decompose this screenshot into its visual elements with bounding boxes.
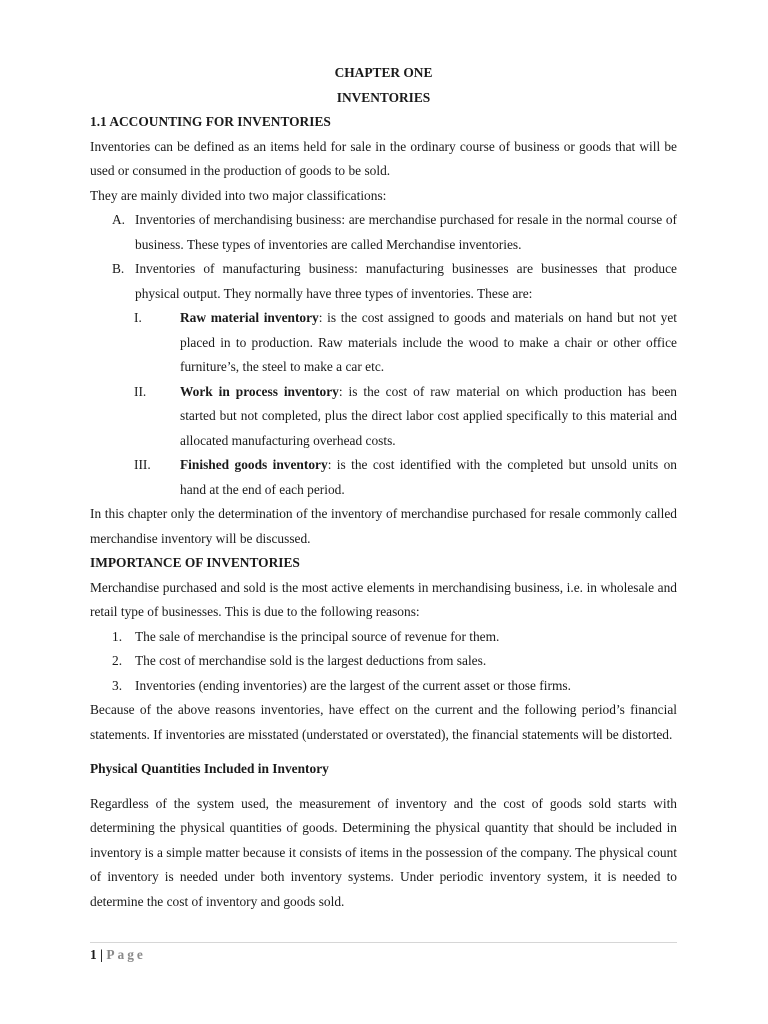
list-marker: 3. [112,677,123,693]
list-marker: I. [134,310,142,325]
chapter-label: CHAPTER ONE [334,65,433,80]
list-marker: A. [112,212,126,227]
list-marker: 2. [112,653,123,668]
paragraph-physical-quantities: Regardless of the system used, the measurement of inventory and the cost of goods sold starts with determining the physical quantities of goods. Determining the physical quantity that should be included in inventory is a simple matter because it consists of items in the possession of the company. The physical count of inventory is needed under both inventory systems. Under periodic inventory system, it is needed to determine the cost of inventory and goods sold. [90,795,677,909]
term-definition: : is the cost of raw material on which production has been started but not completed, plus the direct labor cost applied specifically to this material and allocated manufacturing overhead costs. [180,383,677,448]
page-footer [90,942,677,966]
term-bold: Raw material inventory [180,310,319,325]
list-item [90,453,677,502]
list-item-text: Inventories of manufacturing business: manufacturing businesses are businesses that produce physical output. They normally have three types of inventories. These are: [135,261,677,301]
chapter-title: INVENTORIES [336,89,431,105]
term-bold: Work in process inventory [180,383,339,399]
list-marker: B. [112,261,125,276]
list-item-text: Inventories (ending inventories) are the largest of the current asset or those firms. [135,677,571,693]
paragraph-importance: Merchandise purchased and sold is the most active elements in merchandising business, i.e. in wholesale and retail type of businesses. This is due to the following reasons: [90,579,677,619]
page-number: 1 [90,947,97,962]
list-item [90,380,677,454]
term-bold: Finished goods inventory [180,457,328,472]
list-item-text: Inventories of merchandising business: are merchandise purchased for resale in the normal course of business. These types of inventories are called Merchandise inventories. [135,212,677,252]
list-item-text [180,453,677,502]
list-marker: III. [134,457,151,472]
classification-list [90,208,677,502]
list-item [90,208,677,257]
list-item [90,674,677,699]
list-item [90,625,677,650]
list-item-text [180,380,677,454]
page-label: Page [106,947,146,962]
section-heading-importance: IMPORTANCE OF INVENTORIES [90,555,300,570]
paragraph-definition: Inventories can be defined as an items held for sale in the ordinary course of business or goods that will be used or consumed in the production of goods to be sold. [90,138,677,178]
list-item [90,306,677,380]
term-definition: : is the cost identified with the completed but unsold units on hand at the end of each period. [180,457,677,497]
footer-separator: | [96,947,107,962]
list-item [90,649,677,674]
section-heading-accounting: 1.1 ACCOUNTING FOR INVENTORIES [90,114,331,129]
list-marker: 1. [112,628,123,644]
paragraph-effect: Because of the above reasons inventories, have effect on the current and the following period’s financial statements. If inventories are misstated (understated or overstated), the financial statements will be distorted. [90,702,677,742]
list-item-text: The sale of merchandise is the principal source of revenue for them. [135,628,500,644]
paragraph-classifications: They are mainly divided into two major classifications: [90,187,387,203]
list-item-text [180,306,677,380]
paragraph-chapter-scope: In this chapter only the determination of the inventory of merchandise purchased for resale commonly called merchandise inventory will be discussed. [90,506,677,546]
list-item-text: The cost of merchandise sold is the largest deductions from sales. [135,653,487,668]
list-marker: II. [134,383,147,399]
term-definition: : is the cost assigned to goods and materials on hand but not yet placed in to production. Raw materials include the wood to make a chair or other office furniture’s, the steel to make a car etc. [180,310,677,374]
section-heading-physical-quantities: Physical Quantities Included in Inventory [90,761,329,776]
reasons-list [90,625,677,699]
list-item [90,257,677,306]
